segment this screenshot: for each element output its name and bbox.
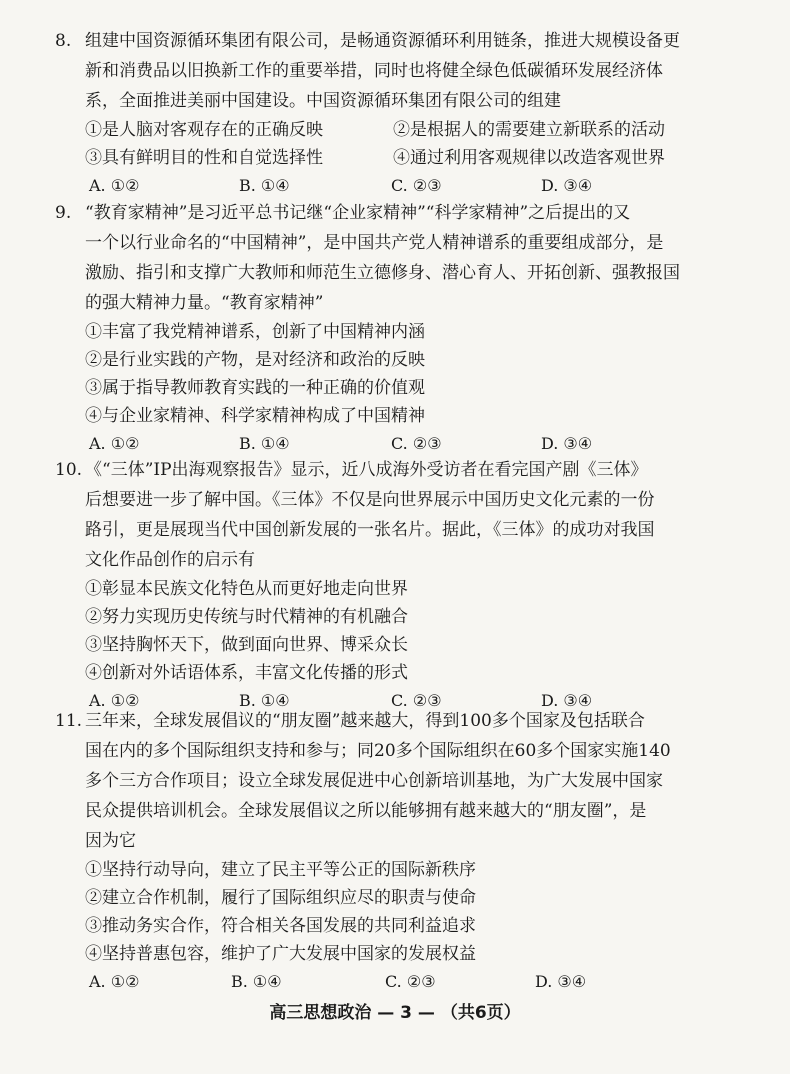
page-footer: 高三思想政治 — 3 — （共6页）: [269, 1003, 521, 1023]
statement-4: ④创新对外话语体系，丰富文化传播的形式: [85, 663, 408, 683]
question-stem-line: [55, 86, 735, 116]
question-stem-text: 文化作品创作的启示有: [85, 550, 255, 570]
question-stem-line: [55, 56, 735, 86]
option-d[interactable]: D. ③④: [541, 434, 593, 453]
statement-row: [55, 575, 735, 603]
question-stem-text: 民众提供培训机会。全球发展倡议之所以能够拥有越来越大的“朋友圈”，是: [85, 801, 647, 821]
option-c[interactable]: C. ②③: [391, 434, 442, 453]
question-9: [55, 198, 735, 458]
statement-row: [55, 940, 735, 968]
question-11: [55, 706, 735, 996]
option-b[interactable]: B. ①④: [239, 434, 290, 453]
question-stem-text: 一个以行业命名的“中国精神”，是中国共产党人精神谱系的重要组成部分，是: [85, 233, 664, 253]
question-stem-line: [55, 545, 735, 575]
answer-options: [55, 968, 735, 996]
question-stem-line: [55, 26, 735, 56]
answer-options: [55, 430, 735, 458]
question-stem-text: 三年来，全球发展倡议的“朋友圈”越来越大，得到100多个国家及包括联合: [85, 711, 645, 731]
question-stem-text: 组建中国资源循环集团有限公司，是畅通资源循环利用链条，推进大规模设备更: [85, 31, 680, 51]
option-d[interactable]: D. ③④: [541, 691, 593, 710]
option-b[interactable]: B. ①④: [239, 691, 290, 710]
question-stem-line: [55, 796, 735, 826]
statement-row: [55, 374, 735, 402]
statement-row: [55, 631, 735, 659]
option-d[interactable]: D. ③④: [535, 972, 587, 991]
question-stem-line: [55, 288, 735, 318]
question-stem-text: 因为它: [85, 831, 136, 851]
option-a[interactable]: A. ①②: [89, 691, 140, 710]
question-stem-text: 《“三体”IP出海观察报告》显示，近八成海外受访者在看完国产剧《三体》: [85, 460, 648, 480]
question-stem-line: [55, 515, 735, 545]
option-a[interactable]: A. ①②: [89, 972, 140, 991]
question-number: 11.: [55, 711, 83, 731]
question-number: 9.: [55, 203, 72, 223]
statement-row: [55, 884, 735, 912]
question-stem-line: [55, 485, 735, 515]
question-stem-line: [55, 736, 735, 766]
statement-4: ④坚持普惠包容，维护了广大发展中国家的发展权益: [85, 944, 476, 964]
question-8: [55, 26, 735, 200]
option-c[interactable]: C. ②③: [391, 176, 442, 195]
option-b[interactable]: B. ①④: [239, 176, 290, 195]
statement-row: [55, 856, 735, 884]
statement-row: [55, 912, 735, 940]
question-stem-text: 激励、指引和支撑广大教师和师范生立德修身、潜心育人、开拓创新、强教报国: [85, 263, 680, 283]
question-stem-line: [55, 706, 735, 736]
question-stem-text: 国在内的多个国际组织支持和参与；同20多个国际组织在60多个国家实施140: [85, 741, 671, 761]
question-stem-text: 后想要进一步了解中国。《三体》不仅是向世界展示中国历史文化元素的一份: [85, 490, 655, 510]
statement-row: [55, 659, 735, 687]
question-stem-text: 的强大精神力量。“教育家精神”: [85, 293, 324, 313]
question-stem-line: [55, 826, 735, 856]
statement-3: ③坚持胸怀天下，做到面向世界、博采众长: [85, 635, 408, 655]
question-stem-line: [55, 228, 735, 258]
answer-options: [55, 172, 735, 200]
statement-row: [55, 116, 735, 144]
option-a[interactable]: A. ①②: [89, 176, 140, 195]
option-a[interactable]: A. ①②: [89, 434, 140, 453]
question-number: 8.: [55, 31, 72, 51]
statement-1: ①坚持行动导向，建立了民主平等公正的国际新秩序: [85, 860, 476, 880]
statement-row: [55, 402, 735, 430]
statement-1: ①是人脑对客观存在的正确反映: [85, 120, 323, 140]
statement-3: ③具有鲜明目的性和自觉选择性: [85, 148, 323, 168]
statement-row: [55, 318, 735, 346]
question-stem-line: [55, 198, 735, 228]
statement-row: [55, 603, 735, 631]
question-stem-text: “教育家精神”是习近平总书记继“企业家精神”“科学家精神”之后提出的又: [85, 203, 631, 223]
statement-1: ①丰富了我党精神谱系，创新了中国精神内涵: [85, 322, 425, 342]
question-stem-line: [55, 766, 735, 796]
statement-3: ③属于指导教师教育实践的一种正确的价值观: [85, 378, 425, 398]
statement-2: ②努力实现历史传统与时代精神的有机融合: [85, 607, 408, 627]
question-stem-text: 多个三方合作项目；设立全球发展促进中心创新培训基地，为广大发展中国家: [85, 771, 663, 791]
statement-1: ①彰显本民族文化特色从而更好地走向世界: [85, 579, 408, 599]
option-d[interactable]: D. ③④: [541, 176, 593, 195]
statement-2: ②是根据人的需要建立新联系的活动: [393, 120, 665, 140]
question-10: [55, 455, 735, 715]
statement-row: [55, 144, 735, 172]
question-stem-line: [55, 258, 735, 288]
question-stem-text: 系，全面推进美丽中国建设。中国资源循环集团有限公司的组建: [85, 91, 561, 111]
option-b[interactable]: B. ①④: [231, 972, 282, 991]
statement-4: ④通过利用客观规律以改造客观世界: [393, 148, 665, 168]
statement-2: ②建立合作机制，履行了国际组织应尽的职责与使命: [85, 888, 476, 908]
statement-2: ②是行业实践的产物，是对经济和政治的反映: [85, 350, 425, 370]
question-stem-text: 路引，更是展现当代中国创新发展的一张名片。据此，《三体》的成功对我国: [85, 520, 655, 540]
statement-3: ③推动务实合作，符合相关各国发展的共同利益追求: [85, 916, 476, 936]
question-stem-line: [55, 455, 735, 485]
question-number: 10.: [55, 460, 83, 480]
statement-4: ④与企业家精神、科学家精神构成了中国精神: [85, 406, 425, 426]
option-c[interactable]: C. ②③: [391, 691, 442, 710]
question-stem-text: 新和消费品以旧换新工作的重要举措，同时也将健全绿色低碳循环发展经济体: [85, 61, 663, 81]
option-c[interactable]: C. ②③: [385, 972, 436, 991]
statement-row: [55, 346, 735, 374]
